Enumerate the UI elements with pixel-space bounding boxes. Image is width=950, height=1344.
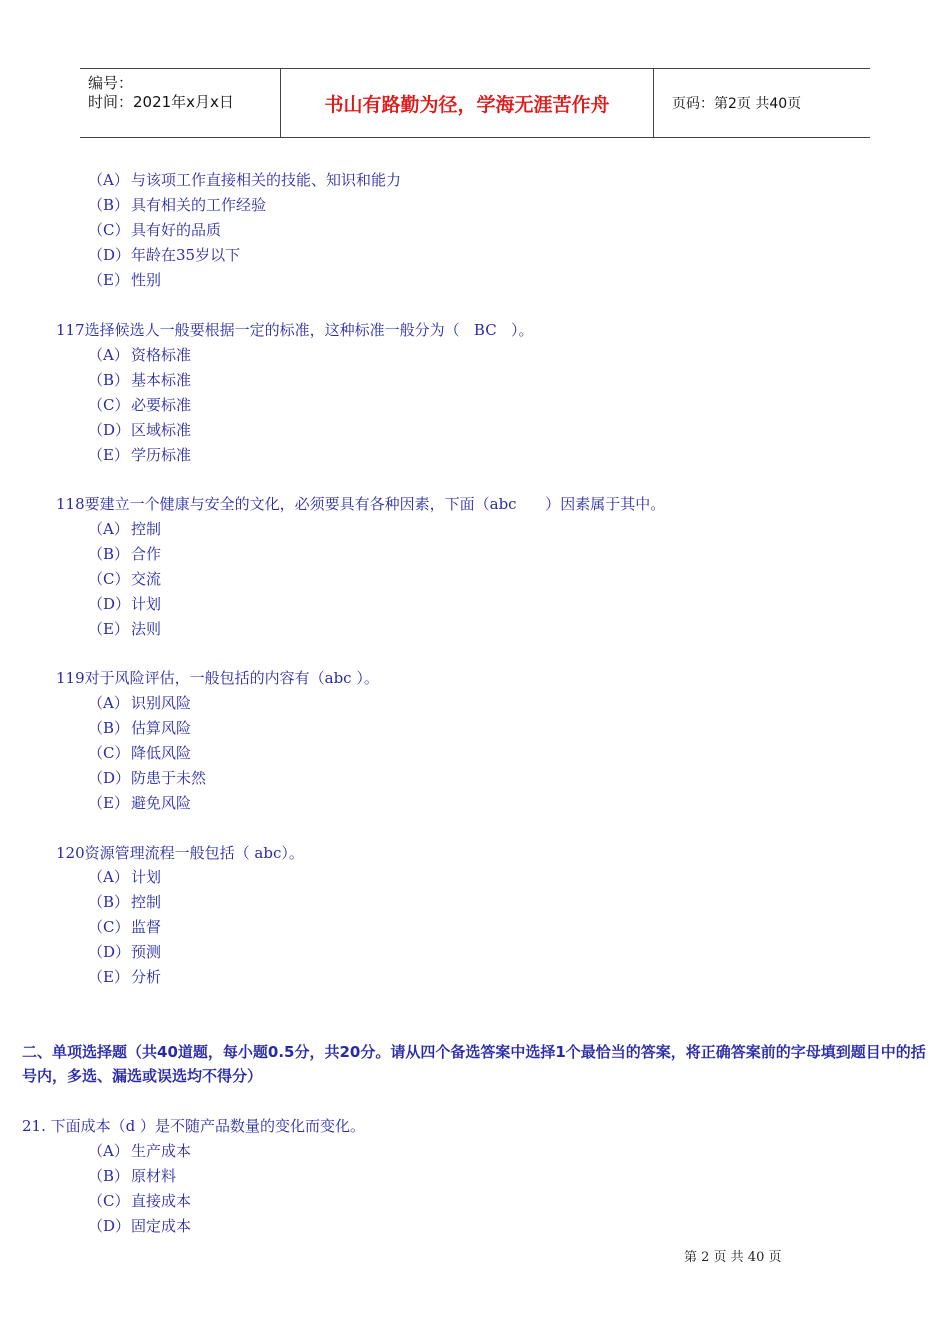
option-label: （A） [88, 694, 129, 712]
option-text: 基本标准 [131, 371, 192, 389]
option-label: （B） [88, 1167, 130, 1185]
question-119-stem: 119对于风险评估，一般包括的内容有（abc ）。 [56, 669, 379, 687]
option-text: 必要标准 [131, 396, 192, 414]
option-label: （B） [88, 545, 130, 563]
option-line [88, 245, 240, 265]
option-label: （C） [88, 396, 130, 414]
option-text: 计划 [131, 595, 162, 613]
option-line [88, 1166, 176, 1186]
option-label: （A） [88, 346, 129, 364]
page-info-text: 页码：第2页 共40页 [672, 96, 802, 112]
option-line [88, 693, 191, 713]
question-21-stem: 21. 下面成本（d ）是不随产品数量的变化而变化。 [22, 1117, 365, 1135]
option-line [88, 420, 191, 440]
option-label: （E） [88, 620, 129, 638]
option-line [88, 594, 161, 614]
option-line [88, 1216, 191, 1236]
option-line [88, 718, 191, 738]
option-line [88, 793, 191, 813]
option-text: 估算风险 [131, 719, 192, 737]
option-line [88, 743, 191, 763]
option-line [88, 195, 266, 215]
option-text: 区域标准 [131, 421, 192, 439]
option-line [88, 270, 161, 290]
option-text: 预测 [131, 943, 162, 961]
option-line [88, 519, 161, 539]
option-line [88, 942, 161, 962]
option-line [88, 768, 206, 788]
option-line [88, 917, 161, 937]
option-text: 控制 [131, 893, 162, 911]
option-text: 资格标准 [131, 346, 192, 364]
option-label: （C） [88, 918, 130, 936]
option-text: 计划 [131, 868, 162, 886]
option-line [88, 395, 191, 415]
option-label: （D） [88, 769, 131, 787]
option-label: （E） [88, 794, 129, 812]
time-label: 时间：2021年x月x日 [88, 93, 234, 111]
page-info [664, 69, 870, 137]
option-text: 交流 [131, 570, 162, 588]
option-line [88, 619, 161, 639]
option-line [88, 1141, 191, 1161]
question-117-stem: 117选择候选人一般要根据一定的标准，这种标准一般分为（ BC ）。 [56, 321, 534, 339]
motto: 书山有路勤为径，学海无涯苦作舟 [281, 69, 654, 137]
option-label: （C） [88, 744, 130, 762]
option-label: （C） [88, 1192, 130, 1210]
option-label: （A） [88, 520, 129, 538]
option-label: （D） [88, 595, 131, 613]
option-text: 性别 [131, 271, 162, 289]
option-line [88, 569, 161, 589]
option-text: 防患于未然 [131, 769, 207, 787]
option-label: （A） [88, 868, 129, 886]
option-line [88, 892, 161, 912]
option-label: （E） [88, 968, 129, 986]
option-label: （D） [88, 421, 131, 439]
option-label: （A） [88, 1142, 129, 1160]
option-label: （B） [88, 893, 130, 911]
option-label: （E） [88, 446, 129, 464]
option-text: 分析 [131, 968, 162, 986]
option-line [88, 967, 161, 987]
option-line [88, 445, 191, 465]
option-label: （C） [88, 570, 130, 588]
option-line [88, 867, 161, 887]
page-footer: 第 2 页 共 40 页 [684, 1250, 782, 1265]
option-text: 原材料 [131, 1167, 177, 1185]
option-text: 学历标准 [131, 446, 192, 464]
number-label: 编号： [88, 74, 134, 92]
option-label: （B） [88, 719, 130, 737]
option-text: 监督 [131, 918, 162, 936]
option-line [88, 170, 401, 190]
option-text: 避免风险 [131, 794, 192, 812]
option-text: 识别风险 [131, 694, 192, 712]
option-label: （D） [88, 246, 131, 264]
question-118-stem: 118要建立一个健康与安全的文化，必须要具有各种因素，下面（abc ）因素属于其中。 [56, 495, 666, 513]
option-line [88, 1191, 191, 1211]
option-line [88, 370, 191, 390]
question-120-stem: 120资源管理流程一般包括（ abc）。 [56, 844, 304, 862]
option-label: （A） [88, 171, 129, 189]
page-header [80, 68, 870, 138]
option-label: （B） [88, 196, 130, 214]
option-text: 具有好的品质 [131, 221, 222, 239]
option-label: （D） [88, 1217, 131, 1235]
option-text: 降低风险 [131, 744, 192, 762]
option-text: 固定成本 [131, 1217, 192, 1235]
option-text: 合作 [131, 545, 162, 563]
option-text: 直接成本 [131, 1192, 192, 1210]
option-text: 控制 [131, 520, 162, 538]
header-meta-cell [80, 69, 281, 137]
option-text: 法则 [131, 620, 162, 638]
option-text: 与该项工作直接相关的技能、知识和能力 [131, 171, 402, 189]
option-line [88, 220, 221, 240]
option-line [88, 345, 191, 365]
option-label: （D） [88, 943, 131, 961]
option-label: （E） [88, 271, 129, 289]
option-line [88, 544, 161, 564]
option-text: 生产成本 [131, 1142, 192, 1160]
section-heading: 二、单项选择题（共40道题，每小题0.5分，共20分。请从四个备选答案中选择1个最恰当的答案，将正确答案前的字母填到题目中的括号内，多选、漏选或误选均不得分） [22, 1043, 926, 1085]
option-text: 年龄在35岁以下 [131, 246, 241, 264]
option-label: （C） [88, 221, 130, 239]
option-label: （B） [88, 371, 130, 389]
option-text: 具有相关的工作经验 [131, 196, 267, 214]
